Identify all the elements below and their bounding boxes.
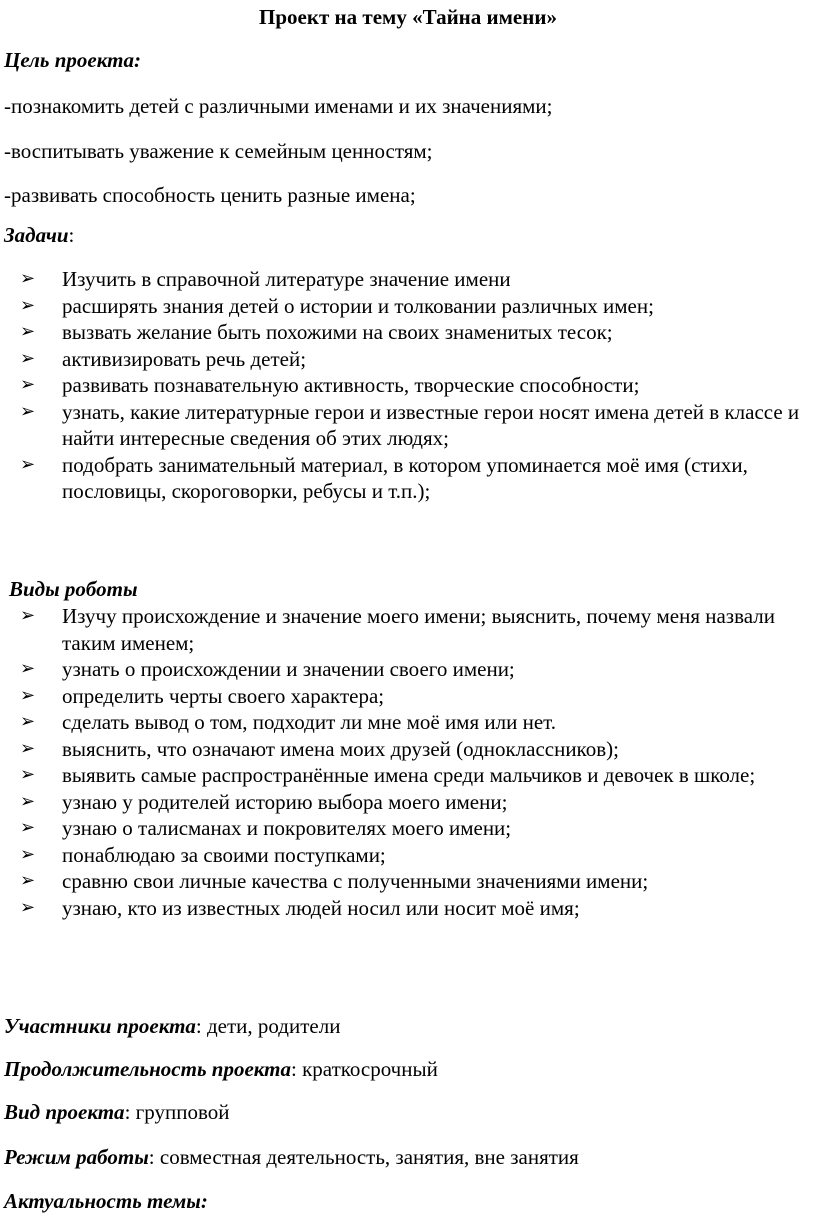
arrow-bullet-icon: ➢ [20, 870, 36, 891]
list-item [0, 815, 816, 842]
list-item-text: вызвать желание быть похожими на своих знаменитых тесок; [62, 320, 613, 344]
duration-value: : краткосрочный [291, 1057, 438, 1081]
list-item-text: узнаю о талисманах и покровителях моего имени; [62, 816, 512, 840]
list-item [0, 656, 816, 683]
work-types-list [0, 603, 816, 921]
work-mode-value: : совместная деятельность, занятия, вне занятия [148, 1145, 579, 1169]
arrow-bullet-icon: ➢ [20, 294, 36, 316]
arrow-bullet-icon: ➢ [20, 896, 36, 918]
arrow-bullet-icon: ➢ [20, 374, 36, 395]
list-item-text: Изучу происхождение и значение моего имени; выяснить, почему меня назвали таким именем; [62, 604, 775, 655]
project-type-value: : групповой [124, 1100, 230, 1124]
duration-label: Продолжительность проекта [4, 1057, 291, 1081]
list-item-text: развивать познавательную активность, творческие способности; [62, 373, 640, 397]
list-item-text: узнаю, кто из известных людей носил или носит моё имя; [62, 895, 580, 920]
work-types-heading: Виды роботы [9, 577, 138, 601]
list-item [0, 319, 816, 346]
list-item [0, 266, 816, 293]
list-item [0, 603, 816, 656]
list-item [0, 372, 816, 399]
list-item [0, 683, 816, 710]
participants-line [4, 1013, 340, 1039]
list-item-text: узнать, какие литературные герои и известные герои носят имена детей в классе и найти интересные сведения об этих людях; [62, 399, 800, 450]
list-item [0, 842, 816, 869]
arrow-bullet-icon: ➢ [20, 400, 36, 422]
tasks-list [0, 266, 816, 505]
relevance-heading: Актуальность темы: [4, 1189, 208, 1213]
list-item-text: узнать о происхождении и значении своего имени; [62, 657, 515, 681]
arrow-bullet-icon: ➢ [20, 817, 36, 838]
list-item [0, 868, 816, 895]
project-type-label: Вид проекта [4, 1100, 125, 1124]
arrow-bullet-icon: ➢ [20, 658, 36, 679]
goal-heading: Цель проекта: [4, 48, 141, 72]
tasks-heading-colon: : [68, 223, 75, 247]
arrow-bullet-icon: ➢ [20, 453, 36, 475]
list-item-text: сделать вывод о том, подходит ли мне моё имя или нет. [62, 710, 556, 734]
list-item [0, 293, 816, 320]
work-mode-line [4, 1144, 579, 1170]
list-item [0, 736, 816, 763]
list-item-text: сравню свои личные качества с полученными значениями имени; [62, 869, 649, 893]
goal-line: -развивать способность ценить разные имена; [4, 183, 416, 207]
arrow-bullet-icon: ➢ [20, 321, 36, 342]
list-item [0, 452, 816, 505]
list-item-text: выявить самые распространённые имена среди мальчиков и девочек в школе; [62, 763, 756, 787]
arrow-bullet-icon: ➢ [20, 764, 36, 785]
project-type-line [4, 1099, 229, 1125]
list-item [0, 789, 816, 816]
list-item [0, 399, 816, 452]
arrow-bullet-icon: ➢ [20, 737, 36, 759]
list-item-text: выяснить, что означают имена моих друзей (одноклассников); [62, 736, 619, 761]
arrow-bullet-icon: ➢ [20, 684, 36, 706]
page-title: Проект на тему «Тайна имени» [259, 5, 557, 29]
list-item-text: Изучить в справочной литературе значение имени [62, 267, 511, 291]
list-item-text: определить черты своего характера; [62, 683, 385, 708]
arrow-bullet-icon: ➢ [20, 605, 36, 626]
list-item [0, 709, 816, 736]
goal-line: -воспитывать уважение к семейным ценностям; [4, 139, 433, 163]
participants-value: : дети, родители [195, 1014, 341, 1038]
list-item-text: активизировать речь детей; [62, 346, 307, 371]
list-item-text: подобрать занимательный материал, в котором упоминается моё имя (стихи, пословицы, скороговорки, ребусы и т.п.); [62, 452, 748, 503]
tasks-heading-line [4, 222, 74, 248]
list-item-text: расширять знания детей о истории и толковании различных имен; [62, 293, 654, 318]
work-mode-label: Режим работы [4, 1145, 149, 1169]
arrow-bullet-icon: ➢ [20, 268, 36, 289]
list-item-text: понаблюдаю за своими поступками; [62, 842, 386, 867]
arrow-bullet-icon: ➢ [20, 711, 36, 732]
arrow-bullet-icon: ➢ [20, 347, 36, 369]
goal-line: -познакомить детей с различными именами и их значениями; [4, 94, 553, 118]
list-item [0, 762, 816, 789]
arrow-bullet-icon: ➢ [20, 843, 36, 865]
duration-line [4, 1056, 438, 1082]
arrow-bullet-icon: ➢ [20, 790, 36, 812]
tasks-heading: Задачи [4, 223, 69, 247]
participants-label: Участники проекта [4, 1014, 196, 1038]
list-item [0, 895, 816, 922]
list-item-text: узнаю у родителей историю выбора моего имени; [62, 789, 508, 814]
list-item [0, 346, 816, 373]
